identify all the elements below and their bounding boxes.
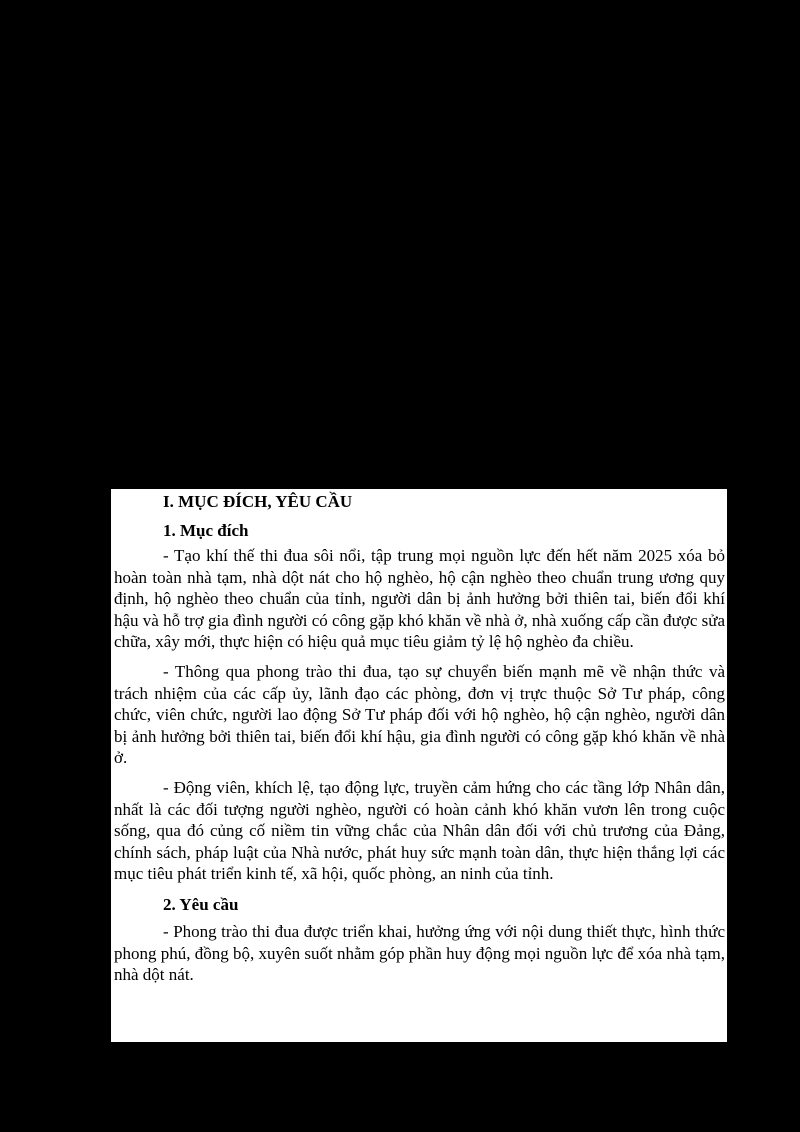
purpose-paragraph-3: - Động viên, khích lệ, tạo động lực, truyền cảm hứng cho các tầng lớp Nhân dân, nhất là các đối tượng người nghèo, người có hoàn cảnh khó khăn vươn lên trong cuộc sống, qua đó củng cố niềm tin vững chắc của Nhân dân đối với chủ trương của Đảng, chính sách, pháp luật của Nhà nước, phát huy sức mạnh toàn dân, thực hiện thắng lợi các mục tiêu phát triển kinh tế, xã hội, quốc phòng, an ninh của tỉnh.	[114, 777, 725, 884]
purpose-paragraph-2: - Thông qua phong trào thi đua, tạo sự chuyển biến mạnh mẽ về nhận thức và trách nhiệm của các cấp ủy, lãnh đạo các phòng, đơn vị trực thuộc Sở Tư pháp, công chức, viên chức, người lao động Sở Tư pháp đối với hộ nghèo, hộ cận nghèo, người dân bị ảnh hưởng bởi thiên tai, biến đổi khí hậu, gia đình người có công gặp khó khăn về nhà ở.	[114, 661, 725, 768]
requirements-paragraph-1: - Phong trào thi đua được triển khai, hưởng ứng với nội dung thiết thực, hình thức phong phú, đồng bộ, xuyên suốt nhằm góp phần huy động mọi nguồn lực để xóa nhà tạm, nhà dột nát.	[114, 921, 725, 985]
subsection-requirements-heading: 2. Yêu cầu	[163, 894, 239, 914]
purpose-paragraph-1: - Tạo khí thế thi đua sôi nổi, tập trung mọi nguồn lực đến hết năm 2025 xóa bỏ hoàn toàn nhà tạm, nhà dột nát cho hộ nghèo, hộ cận nghèo theo chuẩn trung ương quy định, hộ nghèo theo chuẩn của tỉnh, người dân bị ảnh hưởng bởi thiên tai, biến đổi khí hậu và hỗ trợ gia đình người có công gặp khó khăn về nhà ở, nhà xuống cấp cần được sửa chữa, xây mới, thực hiện có hiệu quả mục tiêu giảm tỷ lệ hộ nghèo đa chiều.	[114, 546, 725, 652]
document-page	[111, 489, 727, 1042]
section-title: I. MỤC ĐÍCH, YÊU CẦU	[163, 492, 353, 511]
subsection-purpose-heading: 1. Mục đích	[163, 521, 249, 540]
